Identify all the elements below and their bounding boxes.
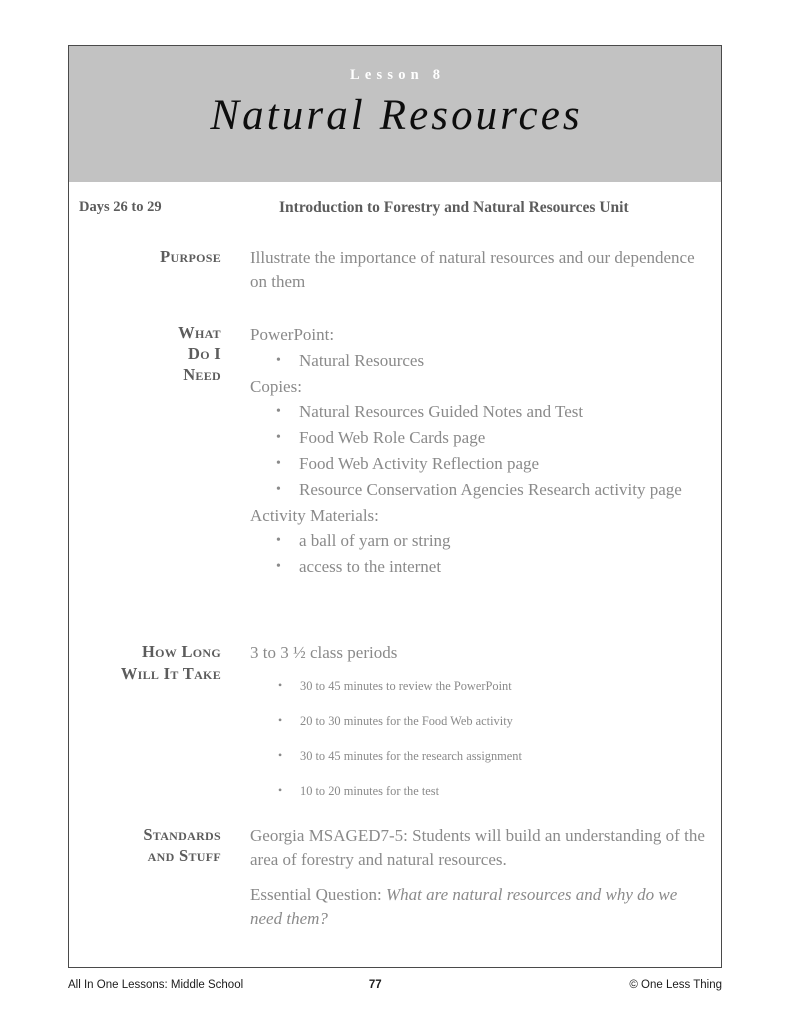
- what-do-i-need-label-line2: Do I: [188, 344, 221, 363]
- what-do-i-need-label-line3: Need: [183, 365, 221, 384]
- list-item: • Natural Resources Guided Notes and Test: [250, 399, 709, 425]
- standards-row: [69, 818, 721, 932]
- essential-question-block: [250, 883, 709, 932]
- standards-label-line2: and Stuff: [147, 845, 221, 865]
- list-item: • Resource Conservation Agencies Research activity page: [250, 477, 709, 503]
- page-number: 77: [368, 979, 382, 991]
- materials-group-heading: PowerPoint:: [250, 325, 335, 344]
- list-item: • Natural Resources: [250, 348, 709, 374]
- list-item: • 10 to 20 minutes for the test: [250, 783, 709, 799]
- what-do-i-need-body: [250, 322, 721, 580]
- what-do-i-need-row: [69, 294, 721, 580]
- lesson-content: [69, 182, 721, 932]
- list-item: • access to the internet: [250, 554, 709, 580]
- lesson-page-frame: [68, 45, 722, 968]
- essential-question-text: What are natural resources and why do we need them?: [250, 884, 678, 929]
- essential-question-label: Essential Question:: [250, 884, 382, 904]
- footer-series-title: All In One Lessons: Middle School: [68, 979, 244, 991]
- materials-group2-list: [250, 399, 709, 502]
- standards-body: [250, 824, 721, 932]
- purpose-label-text: Purpose: [160, 247, 221, 266]
- how-long-row: [69, 580, 721, 818]
- lesson-number-label: Lesson 8: [350, 67, 446, 83]
- how-long-label-line2: Will It Take: [120, 663, 221, 683]
- footer-copyright: © One Less Thing: [629, 979, 722, 991]
- purpose-body: [250, 246, 721, 294]
- lesson-banner: [69, 46, 721, 182]
- what-do-i-need-label-line1: What: [178, 323, 221, 342]
- copies-group-heading: Copies:: [250, 376, 302, 396]
- activity-materials-group-heading: Activity Materials:: [250, 505, 379, 525]
- list-item: • 20 to 30 minutes for the Food Web activity: [250, 713, 709, 729]
- standard-text: Georgia MSAGED7-5: Students will build an understanding of the area of forestry and natural resources.: [250, 825, 705, 870]
- list-item: • Food Web Role Cards page: [250, 425, 709, 451]
- materials-group1-list: [250, 348, 709, 374]
- list-item: • 30 to 45 minutes to review the PowerPoint: [250, 678, 709, 694]
- how-long-label-line1: How Long: [141, 641, 221, 661]
- list-item: • Food Web Activity Reflection page: [250, 451, 709, 477]
- materials-group3-list: [250, 528, 709, 580]
- days-range-label: Days 26 to 29: [79, 199, 162, 215]
- class-periods-summary: 3 to 3 ½ class periods: [250, 642, 398, 662]
- days-and-unit-row: [69, 182, 721, 217]
- list-item: • 30 to 45 minutes for the research assignment: [250, 748, 709, 764]
- unit-title: Introduction to Forestry and Natural Resources Unit: [279, 199, 629, 216]
- how-long-label: [69, 641, 250, 685]
- standards-label-line1: Standards: [143, 824, 221, 844]
- purpose-label: [69, 246, 250, 267]
- purpose-row: [69, 217, 721, 294]
- timing-breakdown-list: [250, 678, 709, 799]
- list-item: • a ball of yarn or string: [250, 528, 709, 554]
- purpose-text: Illustrate the importance of natural resources and our dependence on them: [250, 248, 695, 291]
- what-do-i-need-label: [69, 322, 250, 385]
- how-long-body: [250, 641, 721, 818]
- standards-label: [69, 824, 250, 866]
- page-footer: [68, 975, 722, 995]
- lesson-title: Natural Resources: [210, 92, 583, 139]
